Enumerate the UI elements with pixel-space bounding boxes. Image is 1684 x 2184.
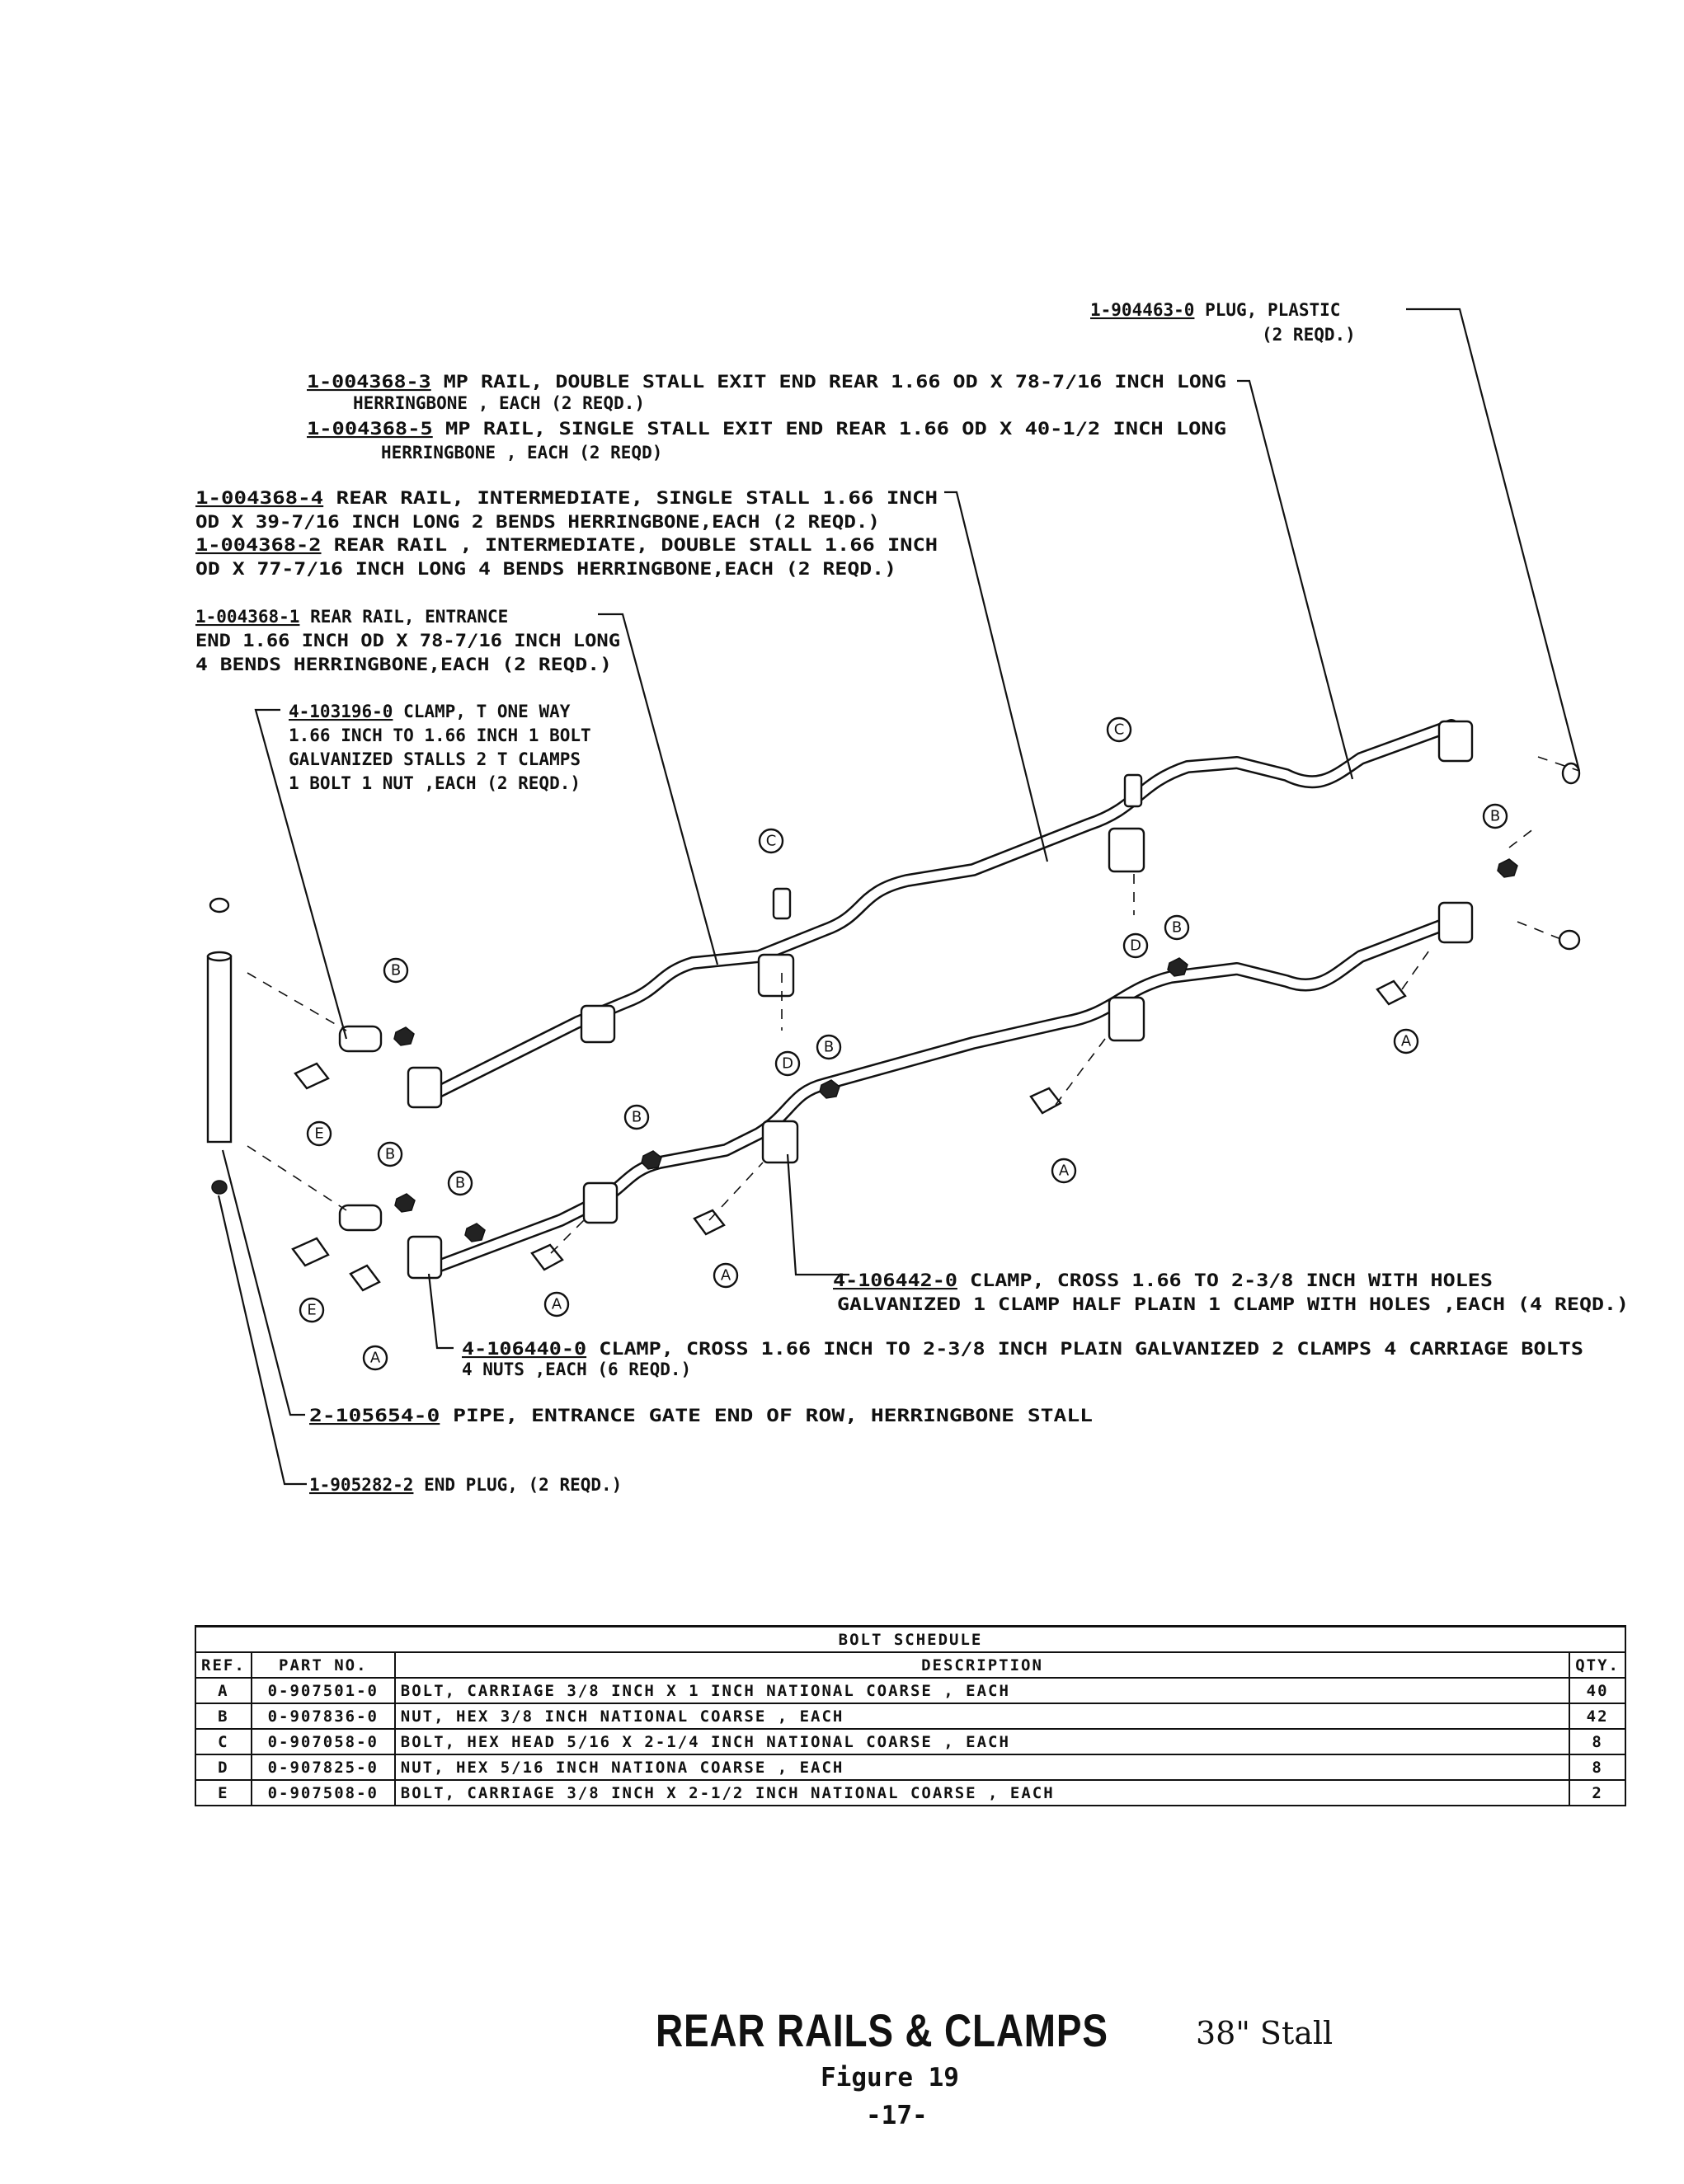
label-plug-plastic xyxy=(1090,300,1356,345)
svg-text:END 1.66 INCH OD X 78-7/16 INC: END 1.66 INCH OD X 78-7/16 INCH LONG xyxy=(195,631,620,651)
label-end-plug xyxy=(309,1475,622,1495)
table-row xyxy=(195,1703,1625,1729)
callout-a-1 xyxy=(364,1346,387,1369)
cell-ref: E xyxy=(195,1780,252,1806)
cell-qty: 8 xyxy=(1569,1729,1625,1754)
svg-text:D: D xyxy=(1130,937,1141,955)
cell-description: BOLT, CARRIAGE 3/8 INCH X 1 INCH NATIONAL COARSE , EACH xyxy=(395,1678,1569,1703)
label-clamp-t xyxy=(289,702,591,793)
svg-text:HERRINGBONE , EACH (2 REQD.): HERRINGBONE , EACH (2 REQD.) xyxy=(353,393,646,413)
label-rear-rail-int-double xyxy=(195,535,938,579)
cell-ref: C xyxy=(195,1729,252,1754)
callout-b-3 xyxy=(449,1172,472,1195)
svg-text:C: C xyxy=(765,832,777,850)
bolt-schedule-table xyxy=(195,1625,1626,1806)
cell-description: BOLT, CARRIAGE 3/8 INCH X 2-1/2 INCH NATIONAL COARSE , EACH xyxy=(395,1780,1569,1806)
figure-label: Figure 19 xyxy=(821,2063,959,2092)
callout-a-3 xyxy=(714,1264,737,1287)
lower-rear-rail xyxy=(429,922,1451,1270)
svg-text:4-103196-0 CLAMP, T ONE WAY: 4-103196-0 CLAMP, T ONE WAY xyxy=(289,702,571,721)
callout-b-1 xyxy=(384,959,407,982)
label-clamp-cross-holes xyxy=(833,1270,1629,1314)
callout-b-4 xyxy=(625,1106,648,1129)
fasteners xyxy=(293,763,1579,1290)
callout-b-2 xyxy=(379,1143,402,1166)
table-row xyxy=(195,1754,1625,1780)
cell-description: NUT, HEX 5/16 INCH NATIONA COARSE , EACH xyxy=(395,1754,1569,1780)
table-title-row xyxy=(195,1627,1625,1653)
svg-text:2-105654-0 PIPE, ENTRANCE GATE: 2-105654-0 PIPE, ENTRANCE GATE END OF ROW, HERRINGBONE STALL xyxy=(309,1406,962,1425)
svg-text:OD X 77-7/16 INCH LONG 4 BENDS: OD X 77-7/16 INCH LONG 4 BENDS HERRINGBONE,EACH (2 REQD.) xyxy=(195,559,896,579)
cell-part-no: 0-907508-0 xyxy=(252,1780,395,1806)
svg-text:B: B xyxy=(1171,918,1183,937)
callout-b-6 xyxy=(1165,916,1188,939)
callout-c-2 xyxy=(1108,718,1131,741)
table-header-row xyxy=(195,1652,1625,1678)
callout-a-2 xyxy=(545,1293,568,1316)
svg-text:1-004368-3 MP RAIL, DOUBLE STA: 1-004368-3 MP RAIL, DOUBLE STALL EXIT END REAR 1.66 OD X 78-7/16 INCH LONG xyxy=(307,372,1098,392)
svg-text:1.66 INCH TO 1.66 INCH 1 BOLT: 1.66 INCH TO 1.66 INCH 1 BOLT xyxy=(289,726,591,745)
header-description: DESCRIPTION xyxy=(395,1652,1569,1678)
callout-d-2 xyxy=(1124,934,1147,957)
svg-text:(2 REQD.): (2 REQD.) xyxy=(1262,325,1356,345)
svg-text:OD X 39-7/16 INCH LONG 2 BENDS: OD X 39-7/16 INCH LONG 2 BENDS HERRINGBONE,EACH (2 REQD.) xyxy=(195,512,880,532)
callout-c-1 xyxy=(760,829,783,852)
svg-text:A: A xyxy=(1400,1032,1412,1050)
svg-text:E: E xyxy=(314,1125,324,1143)
svg-text:C: C xyxy=(1113,721,1125,739)
cell-qty: 2 xyxy=(1569,1780,1625,1806)
callout-e-2 xyxy=(300,1299,323,1322)
svg-text:HERRINGBONE , EACH (2 REQD): HERRINGBONE , EACH (2 REQD) xyxy=(381,443,663,463)
svg-text:1-004368-4 REAR RAIL, INTERMED: 1-004368-4 REAR RAIL, INTERMEDIATE, SINGLE STALL 1.66 INCH xyxy=(195,488,825,508)
svg-text:1-004368-1 REAR RAIL, ENTRANCE: 1-004368-1 REAR RAIL, ENTRANCE xyxy=(195,607,509,627)
cell-qty: 42 xyxy=(1569,1703,1625,1729)
svg-text:B: B xyxy=(823,1038,835,1056)
callout-a-4 xyxy=(1052,1159,1075,1182)
page-number: -17- xyxy=(866,2101,928,2130)
label-rear-rail-entrance xyxy=(195,607,620,674)
svg-text:1-004368-2 REAR RAIL , INTERME: 1-004368-2 REAR RAIL , INTERMEDIATE, DOUBLE STALL 1.66 INCH xyxy=(195,535,833,555)
callout-a-5 xyxy=(1395,1030,1418,1053)
cell-ref: D xyxy=(195,1754,252,1780)
svg-text:4 BENDS HERRINGBONE,EACH (2 RE: 4 BENDS HERRINGBONE,EACH (2 REQD.) xyxy=(195,655,612,674)
label-mp-rail-single xyxy=(307,419,1226,463)
svg-text:1 BOLT 1 NUT ,EACH (2 REQD.): 1 BOLT 1 NUT ,EACH (2 REQD.) xyxy=(289,773,581,793)
entrance-pipe xyxy=(208,899,231,1194)
svg-text:A: A xyxy=(720,1266,731,1285)
label-mp-rail-double xyxy=(307,372,1226,413)
svg-text:A: A xyxy=(551,1295,562,1313)
callout-b-5 xyxy=(817,1036,840,1059)
cell-part-no: 0-907825-0 xyxy=(252,1754,395,1780)
svg-text:D: D xyxy=(782,1054,793,1073)
svg-text:A: A xyxy=(369,1349,381,1367)
stall-size-label: 38" Stall xyxy=(1196,2015,1334,2051)
label-rear-rail-int-single xyxy=(195,488,938,532)
header-qty: QTY. xyxy=(1569,1652,1625,1678)
svg-text:E: E xyxy=(307,1301,317,1319)
callout-b-7 xyxy=(1484,805,1507,828)
cell-description: BOLT, HEX HEAD 5/16 X 2-1/4 INCH NATIONAL COARSE , EACH xyxy=(395,1729,1569,1754)
cell-ref: A xyxy=(195,1678,252,1703)
table-row xyxy=(195,1678,1625,1703)
cell-qty: 8 xyxy=(1569,1754,1625,1780)
cell-description: NUT, HEX 3/8 INCH NATIONAL COARSE , EACH xyxy=(395,1703,1569,1729)
callout-d-1 xyxy=(776,1052,799,1075)
svg-text:1-904463-0 PLUG, PLASTIC: 1-904463-0 PLUG, PLASTIC xyxy=(1090,300,1341,320)
svg-text:B: B xyxy=(390,961,402,979)
svg-text:B: B xyxy=(384,1145,396,1163)
table-title: BOLT SCHEDULE xyxy=(195,1627,1625,1653)
label-clamp-cross-plain xyxy=(462,1339,1583,1379)
part-labels xyxy=(195,300,1629,1495)
title-block xyxy=(0,2003,1684,2184)
header-ref: REF. xyxy=(195,1652,252,1678)
cell-ref: B xyxy=(195,1703,252,1729)
svg-text:B: B xyxy=(1489,807,1501,825)
page-title: REAR RAILS & CLAMPS xyxy=(656,2004,1108,2056)
cell-part-no: 0-907058-0 xyxy=(252,1729,395,1754)
clamp-group-lower xyxy=(340,903,1472,1278)
svg-text:B: B xyxy=(454,1174,466,1192)
callout-e-1 xyxy=(308,1122,331,1145)
svg-text:1-004368-5 MP RAIL, SINGLE STA: 1-004368-5 MP RAIL, SINGLE STALL EXIT END REAR 1.66 OD X 40-1/2 INCH LONG xyxy=(307,419,1090,439)
svg-text:4 NUTS ,EACH (6 REQD.): 4 NUTS ,EACH (6 REQD.) xyxy=(462,1360,692,1379)
svg-text:B: B xyxy=(631,1108,642,1126)
svg-text:A: A xyxy=(1058,1162,1070,1180)
label-pipe-entrance xyxy=(309,1406,1093,1425)
svg-text:1-905282-2 END PLUG, (2 REQD.): 1-905282-2 END PLUG, (2 REQD.) xyxy=(309,1475,623,1495)
header-part-no: PART NO. xyxy=(252,1652,395,1678)
table-row xyxy=(195,1780,1625,1806)
table-row xyxy=(195,1729,1625,1754)
cell-qty: 40 xyxy=(1569,1678,1625,1703)
cell-part-no: 0-907501-0 xyxy=(252,1678,395,1703)
svg-text:GALVANIZED 1 CLAMP HALF PLAIN: GALVANIZED 1 CLAMP HALF PLAIN 1 CLAMP WITH HOLES ,EACH (4 REQD.) xyxy=(837,1294,1629,1314)
svg-text:GALVANIZED STALLS 2 T CLAMPS: GALVANIZED STALLS 2 T CLAMPS xyxy=(289,749,581,769)
svg-text:4-106442-0 CLAMP, CROSS 1.66 T: 4-106442-0 CLAMP, CROSS 1.66 TO 2-3/8 INCH WITH HOLES xyxy=(833,1270,1406,1290)
cell-part-no: 0-907836-0 xyxy=(252,1703,395,1729)
svg-text:4-106440-0 CLAMP, CROSS 1.66 I: 4-106440-0 CLAMP, CROSS 1.66 INCH TO 2-3/8 INCH PLAIN GALVANIZED 2 CLAMPS 4 CARRIAGE BOLTS xyxy=(462,1339,1421,1359)
explode-lines xyxy=(247,757,1579,1253)
